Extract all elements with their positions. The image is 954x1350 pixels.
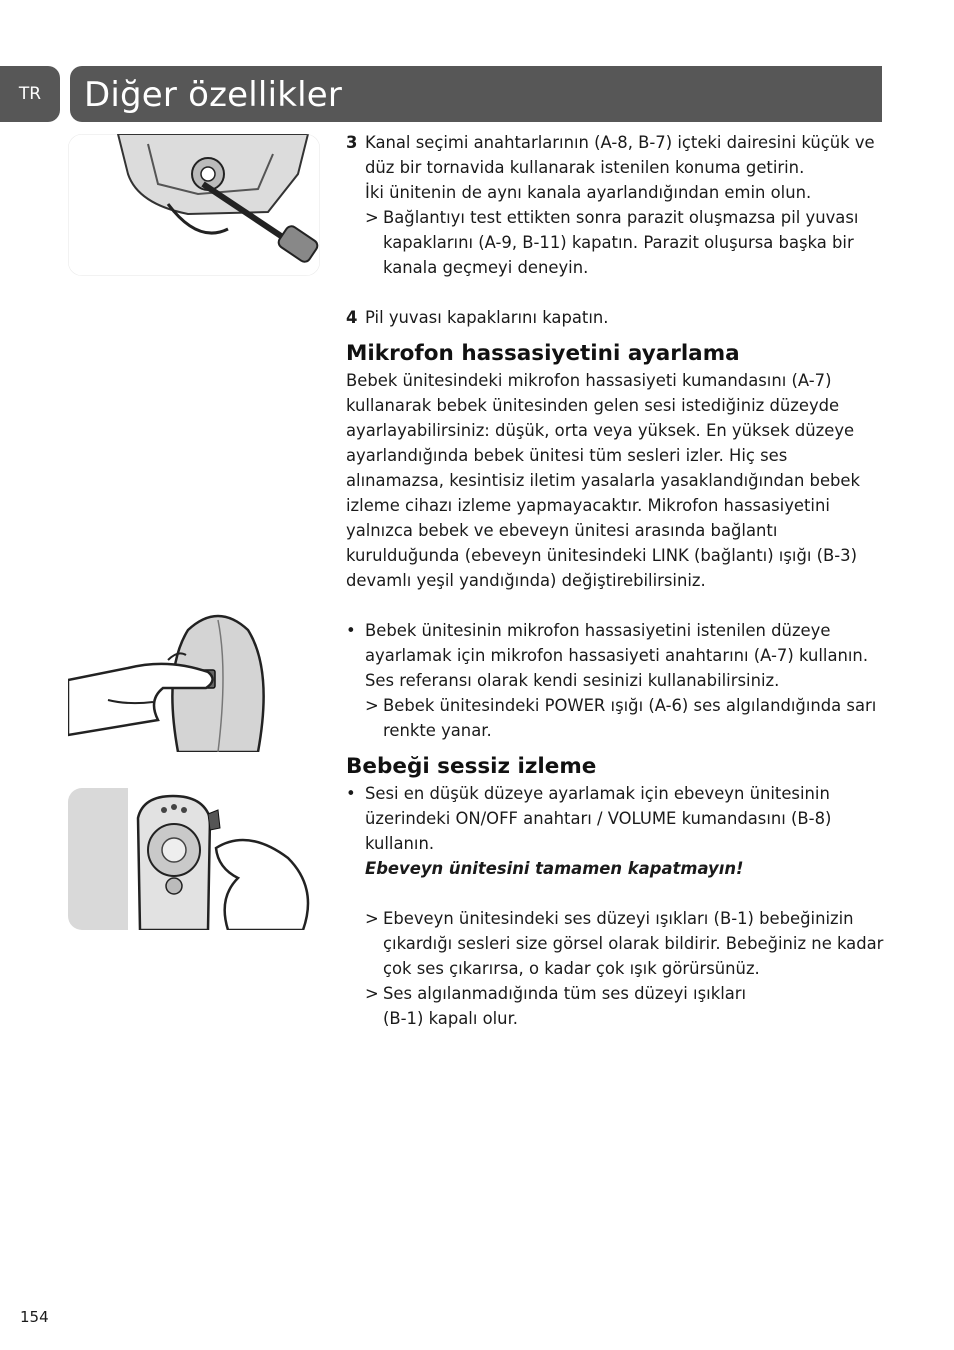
silent-result-1 <box>346 906 886 981</box>
step-text-2: İki ünitenin de aynı kanala ayarlandığından emin olun. <box>365 183 812 202</box>
result-text: Bebek ünitesindeki POWER ışığı (A-6) ses algılandığında sarı renkte yanar. <box>383 696 877 740</box>
result-text <box>383 981 886 1031</box>
step-3 <box>346 130 886 180</box>
step-number: 4 <box>346 308 358 327</box>
step-text: Pil yuvası kapaklarını kapatın. <box>365 308 609 327</box>
section-heading-silent: Bebeği sessiz izleme <box>346 754 597 779</box>
step-text: Kanal seçimi anahtarlarının (A-8, B-7) içteki dairesini küçük ve düz bir tornavida kullanarak istenilen konuma getirin. <box>365 133 875 177</box>
result-marker: > <box>365 909 379 928</box>
bullet-text: Bebek ünitesinin mikrofon hassasiyetini istenilen düzeye ayarlamak için mikrofon hassasiyeti anahtarını (A-7) kullanın. Ses referansı olarak kendi sesinizi kullanabilirsiniz. <box>365 621 869 690</box>
bullet-marker: • <box>346 784 356 803</box>
step-4 <box>346 305 886 330</box>
result-marker: > <box>365 208 379 227</box>
result-marker: > <box>365 696 379 715</box>
section-heading-mic: Mikrofon hassasiyetini ayarlama <box>346 341 740 366</box>
mic-bullet <box>346 618 886 693</box>
language-tab <box>0 66 60 122</box>
bullet-text: Sesi en düşük düzeye ayarlamak için ebeveyn ünitesinin üzerindeki ON/OFF anahtarı / VOLUME kumandasını (B-8) kullanın. <box>365 784 832 853</box>
silent-bullet <box>346 781 886 856</box>
silent-result-2 <box>346 981 886 1031</box>
step-3-result <box>346 205 886 280</box>
parent-unit-illustration <box>68 788 320 930</box>
screwdriver-illustration <box>68 134 320 276</box>
language-label: TR <box>18 84 42 104</box>
baby-unit-illustration <box>68 610 320 752</box>
page-title: Diğer özellikler <box>84 75 343 115</box>
page-number: 154 <box>20 1308 49 1326</box>
bullet-marker: • <box>346 621 356 640</box>
content-column <box>346 130 886 1031</box>
result-marker: > <box>365 984 379 1003</box>
result-line-2: (B-1) kapalı olur. <box>383 1009 519 1028</box>
result-line-1: Ses algılanmadığında tüm ses düzeyi ışıkları <box>383 984 747 1003</box>
mic-result <box>346 693 886 743</box>
mic-paragraph: Bebek ünitesindeki mikrofon hassasiyeti kumandasını (A-7) kullanarak bebek ünitesinden gelen sesi istediğiniz düzeyde ayarlayabilirsiniz: düşük, orta veya yüksek. En yüksek düzeye ayarlandığında bebek ünitesi tüm sesleri izler. Hiç ses alınamazsa, kesintisiz iletim yasalarla yasaklandığından bebek izleme cihazı izleme yapmayacaktır. Mikrofon hassasiyetini yalnızca bebek ve ebeveyn ünitesi arasında bağlantı kurulduğunda (ebeveyn ünitesindeki LINK (bağlantı) ışığı (B-3) devamlı yeşil yandığında) değiştirebilirsiniz. <box>346 371 861 590</box>
result-text: Ebeveyn ünitesindeki ses düzeyi ışıkları (B-1) bebeğinizin çıkardığı sesleri size görsel olarak bildirir. Bebeğiniz ne kadar çok ses çıkarırsa, o kadar çok ışık görürsünüz. <box>383 909 884 978</box>
warning-text: Ebeveyn ünitesini tamamen kapatmayın! <box>365 859 744 878</box>
step-number: 3 <box>346 133 358 152</box>
result-text: Bağlantıyı test ettikten sonra parazit oluşmazsa pil yuvası kapaklarını (A-9, B-11) kapatın. Parazit oluşursa başka bir kanala geçmeyi deneyin. <box>383 208 859 277</box>
title-bar <box>70 66 882 122</box>
